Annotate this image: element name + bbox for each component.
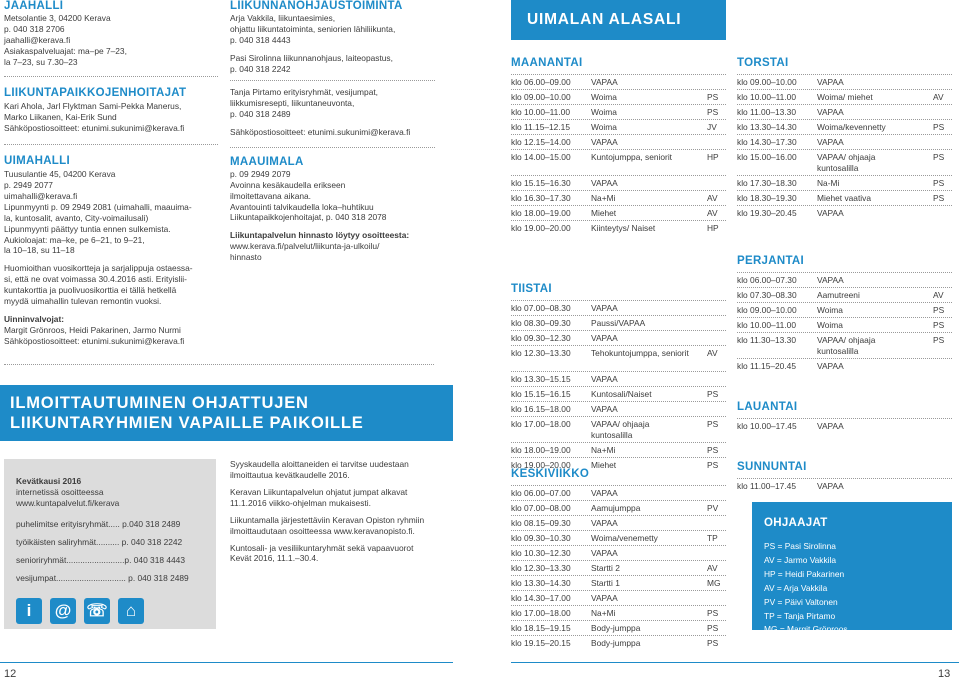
activity: Woima/venemetty [591,532,658,543]
schedule-row [511,401,726,416]
uimahalli-email[interactable]: uimahalli@kerava.fi [4,190,78,201]
activity: Body-jumppa [591,622,641,633]
hoitajat-line: Kari Ahola, Jarl Flyktman Sami-Pekka Manerus, [4,101,182,112]
activity: VAPAA [591,76,618,87]
uimahalli-note: Huomioithan vuosikortteja ja sarjalippuja ostaessa- [4,263,193,274]
hoitajat-email: Sähköpostiosoitteet: etunimi.sukunimi@kerava.fi [4,122,185,133]
time-slot: klo 10.00–17.45 [737,420,797,431]
uimahalli-line: Lipunmyynti päättyy tuntia ennen sulkemista. [4,223,171,234]
schedule-friday [737,254,952,373]
season-info-line: ilmoittautua kevätkaudelle 2016. [230,469,350,480]
schedule-row [511,134,726,149]
registration-banner [0,385,453,441]
ohjaus-line: p. 040 318 2489 [230,108,291,119]
time-slot: klo 12.30–13.30 [511,562,571,573]
schedule-saturday [737,400,952,433]
schedule-row [511,575,726,590]
maauimala-line: Avantouinti talvikaudella loka–huhtikuu [230,201,374,212]
time-slot: klo 07.30–08.30 [737,289,797,300]
instructor-code: PS [933,319,945,330]
time-slot: klo 09.00–10.00 [511,91,571,102]
schedule-row [737,317,952,332]
time-slot: klo 15.15–16.30 [511,177,571,188]
schedule-row [511,485,726,500]
page-number-right: 13 [938,668,951,679]
activity: VAPAA [817,420,844,431]
email-icon: @ [50,598,76,624]
schedule-tuesday [511,282,726,472]
activity: VAPAA [817,480,844,491]
activity: VAPAA [817,136,844,147]
time-slot: klo 18.00–19.00 [511,207,571,218]
maauimala-line: Avoinna kesäkaudella erikseen [230,179,346,190]
uimahalli-title: UIMAHALLI [4,154,70,167]
activity: VAPAA [817,360,844,371]
schedule-row [511,220,726,246]
instructor-code: AV [707,562,718,573]
time-slot: klo 13.30–15.15 [511,373,571,384]
activity: Body-jumppa [591,637,641,648]
instructor-code: PS [707,637,719,648]
schedule-row [737,418,952,433]
instructor-code: PS [707,444,719,455]
instructor-line: TP = Tanja Pirtamo [764,610,836,621]
instructor-line: HP = Heidi Pakarinen [764,568,845,579]
ohjaus-line: p. 040 318 2242 [230,63,291,74]
instructor-line: PS = Pasi Sirolinna [764,540,836,551]
activity: VAPAA/ ohjaaja kuntosalilla [591,418,650,440]
activity: VAPAA [817,76,844,87]
activity: Startti 2 [591,562,620,573]
activity: Aamutreeni [817,289,860,300]
instructor-code: JV [707,121,717,132]
instructor-code: MG [707,577,721,588]
time-slot: klo 09.30–12.30 [511,332,571,343]
time-slot: klo 14.30–17.00 [511,592,571,603]
schedule-row [511,175,726,190]
uimahalli-line: Lipunmyynti p. 09 2949 2081 (uimahalli, maauima- [4,201,192,212]
activity: VAPAA [591,547,618,558]
instructors-box [752,502,952,635]
activity: VAPAA [817,207,844,218]
time-slot: klo 15.00–16.00 [737,151,797,162]
ohjaus-line: p. 040 318 4443 [230,35,291,46]
hoitajat-line: Marko Liikanen, Kai-Erik Sund [4,111,117,122]
instructor-code: PS [933,192,945,203]
instructor-code: PS [933,304,945,315]
activity: VAPAA [591,373,618,384]
activity: VAPAA [817,274,844,285]
instructor-code: PS [707,418,719,429]
day-title: TORSTAI [737,57,789,69]
registration-banner-line: ILMOITTAUTUMINEN OHJATTUJEN [10,394,309,412]
jaahalli-line: p. 040 318 2706 [4,24,65,35]
schedule-row [737,332,952,358]
time-slot: klo 17.30–18.30 [737,177,797,188]
instructor-code: PS [707,388,719,399]
time-slot: klo 10.00–11.00 [511,106,570,117]
activity: Woima [591,121,617,132]
liikunnanohjaus-title: LIIKUNNANOHJAUSTOIMINTA [230,0,403,12]
activity: Woima [817,304,843,315]
schedule-wednesday [511,467,726,650]
divider [4,144,218,145]
time-slot: klo 12.15–14.00 [511,136,571,147]
activity: VAPAA [591,403,618,414]
schedule-row [511,560,726,575]
day-title: PERJANTAI [737,255,805,267]
schedule-row [511,416,726,442]
uimahalli-line: la 10–18, su 11–18 [4,245,75,256]
day-title: SUNNUNTAI [737,461,807,473]
instructor-line: PV = Päivi Valtonen [764,596,838,607]
registration-box-link[interactable]: www.kuntapalvelut.fi/kerava [16,497,120,508]
schedule-row [511,74,726,89]
hinnasto-link[interactable]: www.kerava.fi/palvelut/liikunta-ja-ulkoilu/ [230,241,380,252]
activity: Kuntosali/Naiset [591,388,652,399]
season-info-line: Kevät 2016, 11.1.–30.4. [230,553,319,564]
day-title: MAANANTAI [511,57,583,69]
schedule-row [737,287,952,302]
maauimala-line: Liikuntapaikkojenhoitajat, p. 040 318 2078 [230,212,387,223]
instructor-line: MG = Margit Grönroos [764,624,848,635]
instructor-code: PS [707,106,719,117]
time-slot: klo 12.30–13.30 [511,347,571,358]
hinnasto-link[interactable]: hinnasto [230,252,262,263]
maauimala-title: MAAUIMALA [230,155,304,168]
jaahalli-line: Asiakaspalveluajat: ma–pe 7–23, [4,45,127,56]
divider [230,147,435,148]
schedule-row [511,590,726,605]
activity: Tehokuntojumppa, seniorit [591,347,689,358]
jaahalli-line: Metsolantie 3, 04200 Kerava [4,13,111,24]
schedule-row [511,442,726,457]
instructor-code: AV [707,347,718,358]
time-slot: klo 08.15–09.30 [511,517,571,528]
time-slot: klo 18.15–19.15 [511,622,571,633]
instructor-code: AV [933,91,944,102]
managers-line: Margit Grönroos, Heidi Pakarinen, Jarmo Nurmi [4,325,181,336]
season-info-line: Kuntosali- ja vesiliikuntaryhmät sekä vapaavuorot [230,542,414,553]
schedule-row [511,104,726,119]
activity: VAPAA [591,302,618,313]
schedule-row [737,74,952,89]
season-info [230,459,445,564]
instructors-title: OHJAAJAT [764,517,828,529]
alasali-banner: UIMALAN ALASALI [511,0,726,40]
time-slot: klo 16.30–17.30 [511,192,571,203]
managers-email: Sähköpostiosoitteet: etunimi.sukunimi@kerava.fi [4,335,185,346]
instructor-code: AV [707,192,718,203]
uimahalli-line: p. 2949 2077 [4,179,53,190]
ohjaus-line: ohjattu liikuntatoiminta, seniorien lähiliikunta, [230,24,396,35]
activity: VAPAA [817,106,844,117]
season-info-line: 11.1.2016 viikko-ohjelman mukaisesti. [230,497,371,508]
time-slot: klo 18.30–19.30 [737,192,797,203]
phone-line: työikäisten saliryhmät.......... p. 040 318 2242 [16,536,183,547]
time-slot: klo 15.15–16.15 [511,388,571,399]
time-slot: klo 09.30–10.30 [511,532,571,543]
activity: Na+Mi [591,607,616,618]
home-icon: ⌂ [118,598,144,624]
ohjaus-line: Arja Vakkila, liikuntaesimies, [230,13,336,24]
instructor-code: PS [933,177,945,188]
footer-rule-right [511,662,959,663]
schedule-row [511,386,726,401]
time-slot: klo 19.00–20.00 [511,459,571,470]
time-slot: klo 11.00–13.30 [737,106,796,117]
activity: VAPAA [591,487,618,498]
day-title: LAUANTAI [737,401,798,413]
schedule-row [737,104,952,119]
activity: VAPAA/ ohjaaja kuntosalilla [817,151,876,173]
schedule-row [511,315,726,330]
activity: Woima/kevennetty [817,121,886,132]
time-slot: klo 14.00–15.00 [511,151,571,162]
time-slot: klo 19.30–20.45 [737,207,797,218]
instructor-code: AV [707,207,718,218]
uimahalli-line: la, kuntosalit, avanto, City-voimailusali) [4,212,149,223]
instructor-code: PS [933,121,945,132]
activity: Na+Mi [591,192,616,203]
activity: Woima/ miehet [817,91,873,102]
schedule-row [511,635,726,650]
time-slot: klo 08.30–09.30 [511,317,571,328]
managers-title: Uinninvalvojat: [4,314,65,325]
instructor-line: AV = Jarmo Vakkila [764,554,837,565]
ohjaus-line: liikkumisresepti, liikuntaneuvonta, [230,97,355,108]
uimahalli-line: Aukioloajat: ma–ke, pe 6–21, to 9–21, [4,234,145,245]
time-slot: klo 07.00–08.30 [511,302,571,313]
schedule-row [737,205,952,220]
day-title: TIISTAI [511,283,552,295]
ohjaus-line: Pasi Sirolinna liikunnanohjaus, laiteopastus, [230,52,393,63]
schedule-row [511,89,726,104]
instructor-code: PS [933,334,945,345]
activity: Na-Mi [817,177,840,188]
schedule-sunday [737,460,952,493]
schedule-row [737,302,952,317]
time-slot: klo 11.00–17.45 [737,480,796,491]
schedule-row [511,620,726,635]
phone-line: senioriryhmät.........................p. 040 318 4443 [16,554,185,565]
season-info-line: Keravan Liikuntapalvelun ohjatut jumpat alkavat [230,486,408,497]
jaahalli-title: JÄÄHALLI [4,0,64,12]
activity: Miehet [591,207,617,218]
jaahalli-line: la 7–23, su 7.30–23 [4,56,78,67]
footer-rule-left [0,662,453,663]
time-slot: klo 19.15–20.15 [511,637,571,648]
schedule-row [511,371,726,386]
maauimala-line: p. 09 2949 2079 [230,168,291,179]
schedule-row [511,205,726,220]
instructor-code: PS [707,607,719,618]
info-icon: i [16,598,42,624]
hinnasto-title: Liikuntapalvelun hinnasto löytyy osoitteesta: [230,230,410,241]
time-slot: klo 06.00–09.00 [511,76,571,87]
season-info-line: Liikuntamalla järjestettäviin Keravan Opiston ryhmiin [230,514,425,525]
instructor-code: TP [707,532,718,543]
phone-icon: ☏ [84,598,110,624]
activity: VAPAA/ ohjaaja kuntosalilla [817,334,876,356]
schedule-row [737,190,952,205]
time-slot: klo 11.15–20.45 [737,360,796,371]
schedule-row [511,300,726,315]
schedule-row [737,478,952,493]
instructor-code: AV [933,289,944,300]
uimahalli-note: myydä uimahallin tulevan remontin vuoksi. [4,296,162,307]
time-slot: klo 19.00–20.00 [511,222,571,233]
instructor-code: PS [707,91,719,102]
schedule-row [511,545,726,560]
divider [4,76,218,77]
time-slot: klo 13.30–14.30 [737,121,797,132]
time-slot: klo 11.15–12.15 [511,121,570,132]
activity: Miehet vaativa [817,192,871,203]
activity: Aamujumppa [591,502,641,513]
schedule-row [737,175,952,190]
season-info-line: Syyskaudella aloittaneiden ei tarvitse uudestaan [230,459,409,469]
schedule-monday [511,56,726,246]
activity: VAPAA [591,177,618,188]
time-slot: klo 09.00–10.00 [737,76,797,87]
middle-column [230,0,435,263]
activity: Startti 1 [591,577,620,588]
instructor-code: HP [707,151,719,162]
activity: Woima [591,91,617,102]
instructor-code: PS [707,622,719,633]
activity: Woima [591,106,617,117]
schedule-row [737,149,952,175]
phone-line: puhelimitse erityisryhmät..... p.040 318 2489 [16,518,181,529]
instructor-code: PS [707,459,719,470]
phone-line: vesijumpat.............................. p. 040 318 2489 [16,572,189,583]
schedule-row [511,515,726,530]
ohjaus-line: Tanja Pirtamo erityisryhmät, vesijumpat, [230,86,379,97]
activity: Na+Mi [591,444,616,455]
left-column [4,0,218,347]
instructor-line: AV = Arja Vakkila [764,582,828,593]
schedule-row [511,119,726,134]
activity: VAPAA [591,136,618,147]
registration-banner-line: LIIKUNTARYHMIEN VAPAILLE PAIKOILLE [10,414,364,432]
uimahalli-line: Tuusulantie 45, 04200 Kerava [4,169,116,180]
ohjaus-email: Sähköpostiosoitteet: etunimi.sukunimi@kerava.fi [230,126,411,137]
jaahalli-email[interactable]: jaahalli@kerava.fi [4,35,71,46]
schedule-row [511,330,726,345]
schedule-row [737,89,952,104]
instructor-code: PS [933,151,945,162]
divider [4,364,434,365]
schedule-row [737,134,952,149]
time-slot: klo 18.00–19.00 [511,444,571,455]
time-slot: klo 10.00–11.00 [737,319,796,330]
schedule-row [511,530,726,545]
schedule-row [737,272,952,287]
schedule-row [511,190,726,205]
schedule-thursday [737,56,952,220]
activity: Paussi/VAPAA [591,317,646,328]
registration-box-line: internetissä osoitteessa [16,486,104,497]
jaahalli-info [4,13,218,68]
page-number-left: 12 [4,668,17,679]
registration-box-line: Kevätkausi 2016 [16,476,82,486]
activity: Kiinteytys/ Naiset [591,222,656,233]
instructor-code: HP [707,222,719,233]
schedule-row [737,358,952,373]
time-slot: klo 06.00–07.00 [511,487,571,498]
schedule-row [511,605,726,620]
season-info-line: ilmoittaudutaan osoitteessa www.keravanopisto.fi. [230,525,415,536]
divider [230,80,435,81]
schedule-row [511,345,726,371]
uimahalli-note: si, että ne ovat voimassa 30.4.2016 asti. Erityislii- [4,274,187,285]
activity: VAPAA [591,332,618,343]
schedule-row [737,119,952,134]
instructor-code: PV [707,502,719,513]
activity: Kuntojumppa, seniorit [591,151,673,162]
day-title: KESKIVIIKKO [511,468,590,480]
time-slot: klo 14.30–17.30 [737,136,797,147]
time-slot: klo 09.00–10.00 [737,304,797,315]
schedule-row [511,149,726,175]
hoitajat-title: LIIKUNTAPAIKKOJENHOITAJAT [4,86,187,99]
time-slot: klo 11.30–13.30 [737,334,796,345]
time-slot: klo 16.15–18.00 [511,403,571,414]
time-slot: klo 13.30–14.30 [511,577,571,588]
schedule-row [511,500,726,515]
activity: VAPAA [591,517,618,528]
time-slot: klo 06.00–07.30 [737,274,797,285]
activity: VAPAA [591,592,618,603]
time-slot: klo 10.00–11.00 [737,91,796,102]
time-slot: klo 17.00–18.00 [511,607,571,618]
time-slot: klo 17.00–18.00 [511,418,571,429]
activity: Woima [817,319,843,330]
activity: Miehet [591,459,617,470]
maauimala-line: ilmoitettavana aikana. [230,190,312,201]
time-slot: klo 10.30–12.30 [511,547,571,558]
time-slot: klo 07.00–08.00 [511,502,571,513]
uimahalli-note: kuntakorttia ja puolivuosikorttia ei tällä hetkellä [4,285,177,296]
